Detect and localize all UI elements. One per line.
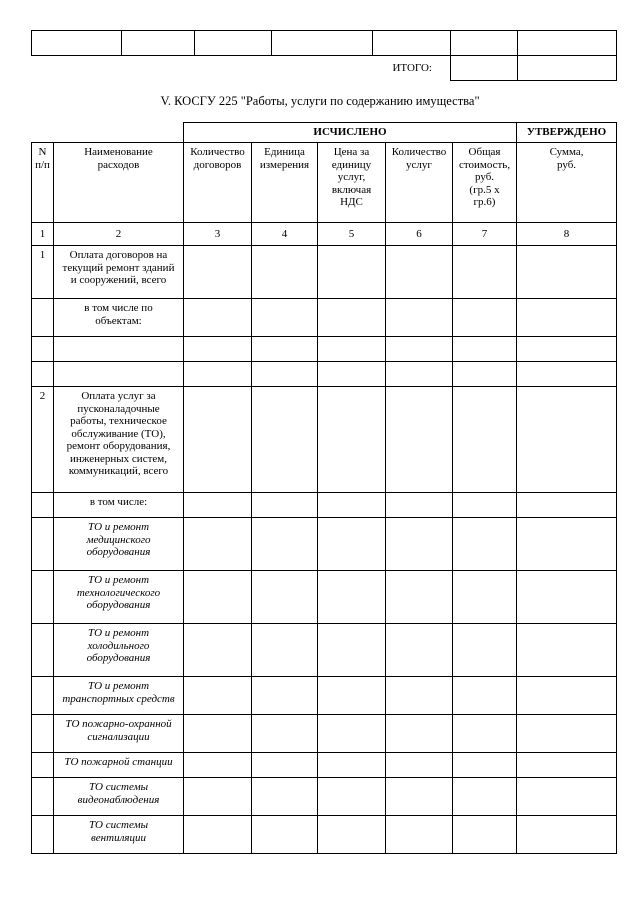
value-cell[interactable] — [184, 337, 252, 362]
row-name: Оплата услуг за пусконаладочные работы, техническое обслуживание (ТО), ремонт оборудования, инженерных систем, коммуникаций, всего — [54, 387, 184, 493]
row-number — [32, 299, 54, 337]
row-number — [32, 753, 54, 778]
value-cell[interactable] — [517, 518, 617, 571]
value-cell[interactable] — [386, 816, 453, 854]
top-empty-row — [32, 31, 617, 56]
value-cell[interactable] — [318, 624, 386, 677]
column-number: 6 — [386, 223, 453, 246]
top-cell — [32, 31, 122, 56]
value-cell[interactable] — [453, 816, 517, 854]
column-number: 7 — [453, 223, 517, 246]
value-cell[interactable] — [318, 816, 386, 854]
column-number: 1 — [32, 223, 54, 246]
value-cell[interactable] — [386, 362, 453, 387]
value-cell[interactable] — [453, 624, 517, 677]
row-number — [32, 778, 54, 816]
row-name: ТО и ремонт холодильного оборудования — [54, 624, 184, 677]
value-cell[interactable] — [318, 518, 386, 571]
itogo-cell — [518, 56, 617, 81]
top-cell — [518, 31, 617, 56]
value-cell[interactable] — [252, 753, 318, 778]
value-cell[interactable] — [453, 337, 517, 362]
table-row — [32, 387, 617, 493]
value-cell[interactable] — [318, 299, 386, 337]
itogo-row — [32, 56, 617, 81]
expenses-table — [31, 122, 617, 854]
row-number — [32, 362, 54, 387]
row-number — [32, 624, 54, 677]
row-name: ТО пожарно-охранной сигнализации — [54, 715, 184, 753]
value-cell[interactable] — [386, 518, 453, 571]
row-number: 2 — [32, 387, 54, 493]
value-cell[interactable] — [386, 246, 453, 299]
header-number: N п/п — [32, 143, 54, 223]
value-cell[interactable] — [318, 362, 386, 387]
row-name — [54, 362, 184, 387]
header-name: Наименование расходов — [54, 143, 184, 223]
value-cell[interactable] — [386, 571, 453, 624]
row-name: в том числе по объектам: — [54, 299, 184, 337]
value-cell[interactable] — [453, 715, 517, 753]
value-cell[interactable] — [318, 677, 386, 715]
table-row — [32, 493, 617, 518]
value-cell[interactable] — [252, 677, 318, 715]
value-cell[interactable] — [318, 337, 386, 362]
row-name: ТО пожарной станции — [54, 753, 184, 778]
value-cell[interactable] — [184, 753, 252, 778]
value-cell[interactable] — [184, 571, 252, 624]
column-number: 4 — [252, 223, 318, 246]
column-number: 3 — [184, 223, 252, 246]
value-cell[interactable] — [252, 387, 318, 493]
value-cell[interactable] — [318, 778, 386, 816]
value-cell[interactable] — [318, 493, 386, 518]
value-cell[interactable] — [386, 778, 453, 816]
value-cell[interactable] — [184, 624, 252, 677]
value-cell[interactable] — [386, 715, 453, 753]
table-row — [32, 362, 617, 387]
row-number — [32, 493, 54, 518]
value-cell[interactable] — [453, 753, 517, 778]
row-number: 1 — [32, 246, 54, 299]
table-row — [32, 299, 617, 337]
row-name: в том числе: — [54, 493, 184, 518]
value-cell[interactable] — [517, 387, 617, 493]
value-cell[interactable] — [517, 816, 617, 854]
itogo-cell — [451, 56, 518, 81]
value-cell[interactable] — [386, 677, 453, 715]
row-name: Оплата договоров на текущий ремонт зданий и сооружений, всего — [54, 246, 184, 299]
value-cell[interactable] — [453, 778, 517, 816]
table-row — [32, 518, 617, 571]
value-cell[interactable] — [386, 753, 453, 778]
value-cell[interactable] — [453, 362, 517, 387]
value-cell[interactable] — [517, 778, 617, 816]
value-cell[interactable] — [386, 299, 453, 337]
table-row — [32, 337, 617, 362]
value-cell[interactable] — [252, 715, 318, 753]
value-cell[interactable] — [252, 337, 318, 362]
row-number — [32, 518, 54, 571]
value-cell[interactable] — [386, 387, 453, 493]
value-cell[interactable] — [252, 816, 318, 854]
value-cell[interactable] — [184, 677, 252, 715]
value-cell[interactable] — [517, 753, 617, 778]
value-cell[interactable] — [318, 715, 386, 753]
value-cell[interactable] — [252, 778, 318, 816]
value-cell[interactable] — [252, 624, 318, 677]
row-name: ТО и ремонт транспортных средств — [54, 677, 184, 715]
table-row — [32, 715, 617, 753]
column-number: 2 — [54, 223, 184, 246]
table-row — [32, 677, 617, 715]
value-cell[interactable] — [517, 493, 617, 518]
top-cell — [373, 31, 451, 56]
value-cell[interactable] — [517, 677, 617, 715]
header-total: Общая стоимость, руб. (гр.5 х гр.6) — [453, 143, 517, 223]
value-cell[interactable] — [318, 246, 386, 299]
value-cell[interactable] — [184, 299, 252, 337]
header-unit: Единица измерения — [252, 143, 318, 223]
table-row — [32, 246, 617, 299]
approved-group-header: УТВЕРЖДЕНО — [517, 123, 617, 143]
value-cell[interactable] — [318, 387, 386, 493]
row-name: ТО и ремонт технологического оборудования — [54, 571, 184, 624]
row-name — [54, 337, 184, 362]
calculated-group-header: ИСЧИСЛЕНО — [184, 123, 517, 143]
value-cell[interactable] — [517, 299, 617, 337]
row-name: ТО системы вентиляции — [54, 816, 184, 854]
value-cell[interactable] — [453, 571, 517, 624]
value-cell[interactable] — [252, 571, 318, 624]
column-number-row — [32, 223, 617, 246]
value-cell[interactable] — [318, 571, 386, 624]
value-cell[interactable] — [453, 387, 517, 493]
column-header-row — [32, 143, 617, 223]
top-cell — [195, 31, 272, 56]
value-cell[interactable] — [453, 493, 517, 518]
value-cell[interactable] — [184, 778, 252, 816]
value-cell[interactable] — [517, 246, 617, 299]
value-cell[interactable] — [318, 753, 386, 778]
row-number — [32, 677, 54, 715]
value-cell[interactable] — [386, 337, 453, 362]
header-sum: Сумма, руб. — [517, 143, 617, 223]
value-cell[interactable] — [386, 493, 453, 518]
value-cell[interactable] — [517, 571, 617, 624]
value-cell[interactable] — [517, 337, 617, 362]
top-fragment-table — [31, 30, 617, 81]
value-cell[interactable] — [453, 299, 517, 337]
value-cell[interactable] — [184, 493, 252, 518]
value-cell[interactable] — [252, 518, 318, 571]
value-cell[interactable] — [517, 362, 617, 387]
table-row — [32, 624, 617, 677]
value-cell[interactable] — [517, 715, 617, 753]
value-cell[interactable] — [453, 677, 517, 715]
value-cell[interactable] — [184, 715, 252, 753]
table-row — [32, 753, 617, 778]
value-cell[interactable] — [184, 816, 252, 854]
value-cell[interactable] — [386, 624, 453, 677]
table-row — [32, 778, 617, 816]
value-cell[interactable] — [453, 518, 517, 571]
column-number: 5 — [318, 223, 386, 246]
table-row — [32, 816, 617, 854]
top-cell — [122, 31, 195, 56]
value-cell[interactable] — [184, 387, 252, 493]
value-cell[interactable] — [252, 362, 318, 387]
value-cell[interactable] — [517, 624, 617, 677]
header-quantity: Количество услуг — [386, 143, 453, 223]
value-cell[interactable] — [252, 493, 318, 518]
top-cell — [272, 31, 373, 56]
header-contracts: Количество договоров — [184, 143, 252, 223]
value-cell[interactable] — [184, 246, 252, 299]
header-price: Цена за единицу услуг, включая НДС — [318, 143, 386, 223]
table-row — [32, 571, 617, 624]
row-number — [32, 715, 54, 753]
row-name: ТО и ремонт медицинского оборудования — [54, 518, 184, 571]
section-title: V. КОСГУ 225 "Работы, услуги по содержанию имущества" — [160, 94, 480, 108]
row-number — [32, 571, 54, 624]
group-header-row — [32, 123, 617, 143]
row-number — [32, 337, 54, 362]
itogo-label: ИТОГО: — [392, 62, 432, 74]
top-cell — [451, 31, 518, 56]
row-name: ТО системы видеонаблюдения — [54, 778, 184, 816]
value-cell[interactable] — [252, 246, 318, 299]
row-number — [32, 816, 54, 854]
value-cell[interactable] — [184, 362, 252, 387]
value-cell[interactable] — [252, 299, 318, 337]
value-cell[interactable] — [184, 518, 252, 571]
column-number: 8 — [517, 223, 617, 246]
value-cell[interactable] — [453, 246, 517, 299]
